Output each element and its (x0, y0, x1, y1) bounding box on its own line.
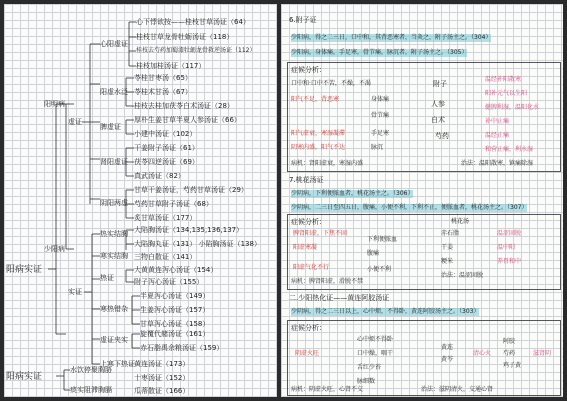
level2-xu: 虚证 (68, 118, 82, 126)
analysis2-left-1: 阳虚寒凝 (293, 244, 318, 251)
leaf-16: 大陷胸丸证（131） 小陷胸汤证（138） (134, 240, 261, 248)
level3-3: 肾阳虚证 (100, 158, 128, 166)
clause-304: 少阳病，得之二三日，口中和，其背恶寒者，当灸之，附子汤主之。（304） (291, 34, 492, 41)
clause-305: 少阳病，身体痛，手足寒，骨节痛，脉沉者，附子汤主之。（305） (291, 49, 468, 56)
level3-7: 热证 (100, 274, 114, 282)
leaf-9: 干姜附子汤证（61） (134, 144, 199, 152)
ingredient-2: 白术 (431, 116, 445, 124)
effect-1: 阳补元气以生阳 (485, 90, 528, 97)
level1-yangming: 阳明病 (44, 100, 65, 108)
formula2-use-2: 养胃和中 (497, 258, 522, 265)
leaf-13: 芍药甘草附子汤证（68） (134, 200, 213, 208)
bottom-leaf-0: 水饮停聚胸胁 (70, 366, 112, 374)
level2-shi: 实证 (68, 288, 82, 296)
section7-title: 7.桃花汤证 (289, 176, 324, 184)
analysis-b-2: 身体痛 (371, 96, 390, 103)
leaf-15: 大陷胸汤证（134,135,136,137） (134, 226, 244, 234)
effect-4: 温经止痛 (485, 132, 510, 139)
pathogenesis-3: 病机：阴虚火旺，心肾不交 (291, 386, 364, 393)
leaf-8: 小建中汤证（102） (134, 130, 197, 138)
level3-2: 脾虚证 (100, 123, 121, 131)
level3-6: 寒实结胸 (100, 252, 128, 260)
leaf-14: 炙甘草汤证（177） (134, 214, 197, 222)
analysis2-left-2: 阳虚气化不行 (293, 264, 330, 271)
leaf-5: 苓桂术甘汤（67） (134, 88, 192, 96)
formula3-4: 鸡子黄 (503, 362, 522, 369)
analysis3-2: 舌红少苔 (357, 364, 382, 371)
leaf-6: 桂枝去桂加茯苓白术汤证（28） (134, 102, 234, 110)
left-notebook-page (4, 4, 277, 397)
section6-title: 6.附子证 (289, 16, 317, 24)
leaf-21: 生姜泻心汤证（157） (140, 306, 210, 314)
ingredient-0: 附子 (433, 80, 447, 88)
right-notebook-page (281, 4, 563, 397)
treatment-1: 治法：温阳散寒，镇痛除湿 (461, 160, 534, 167)
analysis-a-2: 阳气不足，背恶寒 (291, 96, 340, 103)
bottom-leaf-1: 痰实阻滞胸膈 (70, 386, 112, 394)
analysis2-right-0: 下利便脓血 (367, 236, 398, 243)
analysis3-3: 脉细数 (357, 378, 376, 385)
effect-3: 补中止痛 (485, 118, 510, 125)
formula2-name: 桃花汤 (451, 218, 470, 225)
leaf-11: 真武汤证（82） (134, 172, 185, 180)
formula3-note1: 清心火 (473, 350, 492, 357)
formula2-use-0: 温涩固脱 (497, 230, 522, 237)
level3-10: 上寒下热证 (100, 360, 135, 368)
leaf-7: 厚朴生姜甘草半夏人参汤证（66） (134, 116, 241, 124)
section8-title: 二.少阳热化证——黄连阿胶汤证 (289, 294, 390, 302)
ingredient-1: 人参 (431, 100, 445, 108)
effect-5: 和营止痛，利水湿 (485, 146, 534, 153)
level3-0: 心阳虚证 (100, 40, 128, 48)
analysis-b-4: 手足寒 (371, 130, 390, 137)
leaf-25: 黄连汤证（173） (134, 360, 190, 368)
clause-306: 少阴病，下利便脓血者，桃花汤主之。（306） (291, 190, 414, 197)
analysis-a-4: 阳气虚衰，寒湿凝滞 (291, 130, 346, 137)
analysis-b-3: 骨节痛 (371, 112, 390, 119)
formula2-herb-2: 粳米 (441, 258, 454, 265)
analysis2-right-2: 小便不利 (367, 266, 392, 273)
level1-shaoyang: 少阳病 (44, 245, 65, 253)
level3-9: 虚证夹实 (100, 336, 128, 344)
pathogenesis-2: 病机：脾肾阳虚，滑脱不禁 (291, 278, 364, 285)
ingredient-4: 芍药 (435, 132, 449, 140)
level3-1: 阳虚水泛 (100, 88, 128, 96)
leaf-2: 桂枝去芍药加蜀漆牡蛎龙骨救逆汤证（112） (136, 47, 256, 54)
leaf-0: 心下悸欲按——桂枝甘草汤证（64） (136, 18, 250, 26)
formula3-0: 黄连 (441, 344, 454, 351)
clause-307: 少阴病，二三日至四五日，腹痛，小便不利，下利不止，便脓血者，桃花汤主之。（307） (291, 204, 528, 211)
effect-2: 健脾利湿，温阳化水 (485, 104, 540, 111)
leaf-18: 大黄黄连泻心汤证（154） (134, 266, 218, 274)
formula3-3: 芍药 (503, 350, 516, 357)
analysis3-1: 口中燥，咽干 (357, 350, 394, 357)
leaf-3: 桂枝加桂汤证（117） (136, 62, 206, 70)
level3-4: 阴阳两虚 (100, 199, 128, 207)
analysis3-label: 症候分析： (291, 324, 326, 332)
analysis2-right-1: 腹痛 (367, 250, 380, 257)
leaf-22: 甘草泻心汤证（158） (140, 320, 210, 328)
formula3-2: 阿胶 (503, 338, 516, 345)
formula2-herb-1: 干姜 (441, 244, 454, 251)
analysis-label: 症候分析： (291, 66, 326, 74)
formula3-1: 黄芩 (441, 356, 454, 363)
leaf-12: 甘草干姜汤证，芍药甘草汤证（29） (134, 186, 248, 194)
root-label: 阳病实证 (6, 265, 43, 275)
analysis-b-5: 脉沉 (371, 144, 384, 151)
leaf-10: 茯苓四逆汤证（69） (134, 158, 199, 166)
formula2-herb-0: 赤石脂 (441, 230, 460, 237)
analysis3-left: 阴虚火旺 (295, 350, 320, 357)
leaf-24: 赤石脂禹余粮汤证（159） (140, 344, 224, 352)
analysis3-0: 心中烦不得卧 (357, 336, 394, 343)
level3-8: 寒热错杂 (100, 305, 128, 313)
leaf-27: 瓜蒂散证（166） (134, 387, 190, 395)
analysis-box-3 (287, 320, 561, 396)
analysis-a-0: 口中和·口中不苦，不燥，不渴 (291, 80, 371, 87)
treatment-3: 治法：滋阴清火，交通心肾 (421, 386, 494, 393)
level3-5: 热实结胸 (100, 230, 128, 238)
analysis2-left-0: 脾肾阳虚，下焦不固 (293, 230, 348, 237)
formula3-note2: 滋肾阴 (533, 350, 552, 357)
formula2-use-1: 温中阳 (497, 244, 516, 251)
leaf-19: 附子泻心汤证（155） (134, 278, 204, 286)
analysis2-label: 症候分析： (291, 218, 326, 226)
clause-303: 少阴病，得之二三日以上，心中烦，不得卧，黄连阿胶汤主之。（303） (291, 308, 480, 315)
leaf-4: 苓桂甘枣汤（65） (134, 74, 192, 82)
treatment-2: 治法：温涩固脱 (441, 272, 484, 279)
leaf-1: 桂枝甘草龙骨牡蛎汤证（118） (136, 33, 234, 41)
leaf-26: 十枣汤证（152） (134, 374, 190, 382)
bottom-root-label: 阳病实证 (6, 372, 43, 382)
analysis-a-5: 阴寒内盛，阳气不达 (291, 144, 346, 151)
leaf-17: 三物白散证（141） (134, 253, 197, 261)
effect-0: 温经补阳散寒 (485, 76, 522, 83)
leaf-20: 半夏泻心汤证（149） (140, 292, 210, 300)
pathogenesis-1: 病机：肾阳虚衰，寒湿内盛 (291, 160, 364, 167)
leaf-23: 旋覆代赭汤证（161） (140, 330, 210, 338)
